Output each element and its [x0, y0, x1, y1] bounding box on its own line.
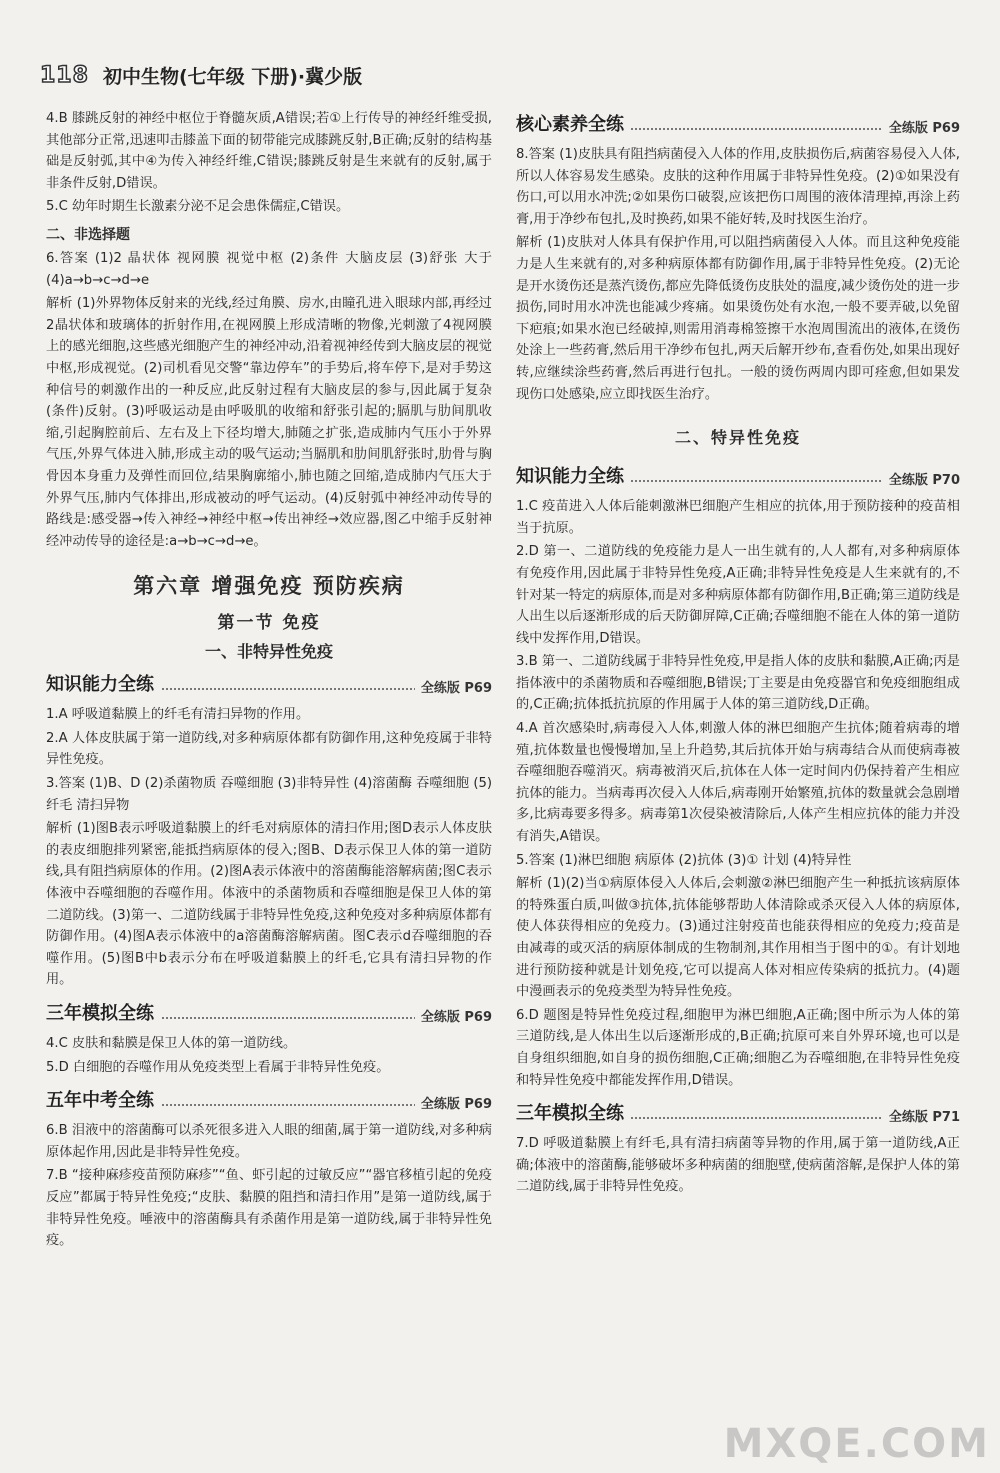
- section-header-knowledge: [46, 670, 492, 698]
- page-header: [40, 62, 362, 89]
- answer-item: 3.答案 (1)B、D (2)杀菌物质 吞噬细胞 (3)非特异性 (4)溶菌酶 吞噬细胞 (5)纤毛 清扫异物: [46, 776, 492, 813]
- section-header-five-year: [46, 1086, 492, 1114]
- answer-item: 2.A 人体皮肤属于第一道防线,对多种病原体都有防御作用,这种免疫属于非特异性免疫。: [46, 730, 492, 768]
- answer-item: 1.A 呼吸道黏膜上的纤毛有清扫异物的作用。: [46, 707, 310, 723]
- page-number: 118: [40, 63, 89, 88]
- section-name: 三年模拟全练: [516, 1099, 630, 1125]
- answer-item: 8.答案 (1)皮肤具有阻挡病菌侵入人体的作用,皮肤损伤后,病菌容易侵入人体,所以人体容易发生感染。皮肤的这种作用属于非特异性免疫。(2)①如果没有伤口,可以用水冲洗;②如果伤口破裂,应该把伤口周围的液体清理掉,再涂上药膏,用于净纱布包扎,及时换药,如果不能好转,及时找医生治疗。: [516, 147, 960, 227]
- answer-item: 2.D 第一、二道防线的免疫能力是人一出生就有的,人人都有,对多种病原体有免疫作用,因此属于非特异性免疫,A正确;非特异性免疫是人生来就有的,不针对某一特定的病原体,而是对多种病原体都有防御作用,B正确;第三道防线是人出生以后逐渐形成的后天防御屏障,C正确;吞噬细胞不能在人体的第一道防线中发挥作用,D错误。: [516, 544, 960, 646]
- answer-item: 5.D 白细胞的吞噬作用从免疫类型上看属于非特异性免疫。: [46, 1059, 390, 1075]
- section-name: 核心素养全练: [516, 110, 630, 136]
- section-ref: 全练版 P69: [883, 117, 960, 136]
- answer-item: 6.B 泪液中的溶菌酶可以杀死很多进入人眼的细菌,属于第一道防线,对多种病原体起作用,因此是非特异性免疫。: [46, 1123, 492, 1160]
- section-ref: 全练版 P71: [883, 1106, 960, 1125]
- answer-item: 4.B 膝跳反射的神经中枢位于脊髓灰质,A错误;若①上行传导的神经纤维受损,其他部分正常,迅速叩击膝盖下面的韧带能完成膝跳反射,B正确;反射的结构基础是反射弧,其中④为传入神经纤维,C错误;膝跳反射是生来就有的反射,属于非条件反射,D错误。: [46, 111, 492, 191]
- right-column: [516, 108, 960, 1200]
- watermark: MXQE.COM: [723, 1421, 990, 1467]
- explanation-item: 解析 (1)(2)当①病原体侵入人体后,会刺激②淋巴细胞产生一种抵抗该病原体的特殊蛋白质,叫做③抗体,抗体能够帮助人体清除或杀灭侵入人体的病原体,使人体获得相应的免疫力。(3)通过注射疫苗也能获得相应的免疫力;疫苗是由减毒的或灭活的病原体制成的生物制剂,其作用相当于图中的①。有计划地进行预防接种就是计划免疫,它可以提高人体对相应传染病的抵抗力。(4)题中漫画表示的免疫类型为特异性免疫。: [516, 876, 960, 1000]
- section-ref: 全练版 P70: [883, 469, 960, 488]
- explanation-item: 解析 (1)外界物体反射来的光线,经过角膜、房水,由瞳孔进入眼球内部,再经过2晶状体和玻璃体的折射作用,在视网膜上形成清晰的物像,光刺激了4视网膜上的感光细胞,这些感光细胞产生的神经冲动,沿着视神经传到大脑皮层的视觉中枢,形成视觉。(2)司机看见交警“靠边停车”的手势后,将车停下,是对手势这种信号的刺激作出的一种反应,此反射过程有大脑皮层的参与,因此属于复杂(条件)反射。(3)呼吸运动是由呼吸肌的收缩和舒张引起的;膈肌与肋间肌收缩,引起胸腔前后、左右及上下径均增大,肺随之扩张,造成肺内气压小于外界气压,外界气体进入肺,形成主动的吸气运动;当膈肌和肋间肌舒张时,肋骨与胸骨因本身重力及弹性而回位,结果胸廓缩小,肺也随之回缩,造成肺内气压大于外界气压,肺内气体排出,形成被动的呼气运动。(4)反射弧中神经冲动传导的路线是:感受器→传入神经→神经中枢→传出神经→效应器,图乙中缩手反射神经冲动传导的途径是:a→b→c→d→e。: [46, 296, 492, 549]
- answer-item: 5.答案 (1)淋巴细胞 病原体 (2)抗体 (3)① 计划 (4)特异性: [516, 852, 852, 868]
- section-header-three-year: [46, 999, 492, 1027]
- answer-item: 7.D 呼吸道黏膜上有纤毛,具有清扫病菌等异物的作用,属于第一道防线,A正确;体液中的溶菌酶,能够破坏多种病菌的细胞壁,使病菌溶解,是保护人体的第二道防线,属于非特异性免疫。: [516, 1136, 960, 1195]
- section-header-three-year: [516, 1099, 960, 1127]
- book-title: 初中生物(七年级 下册)·冀少版: [102, 66, 363, 88]
- section-header-core: [516, 110, 960, 138]
- section-ref: 全练版 P69: [415, 677, 492, 696]
- section-name: 知识能力全练: [46, 670, 160, 696]
- answer-item: 4.C 皮肤和黏膜是保卫人体的第一道防线。: [46, 1036, 297, 1051]
- answer-item: 1.C 疫苗进入人体后能刺激淋巴细胞产生相应的抗体,用于预防接种的疫苗相当于抗原。: [516, 499, 960, 536]
- section-ref: 全练版 P69: [415, 1093, 492, 1112]
- chapter-title: 第六章 增强免疫 预防疾病: [133, 574, 405, 599]
- section-name: 知识能力全练: [516, 462, 630, 488]
- answer-item: 3.B 第一、二道防线属于非特异性免疫,甲是指人体的皮肤和黏膜,A正确;丙是指体液中的杀菌物质和吞噬细胞,B错误;丁主要是由免疫器官和免疫细胞组成的,C正确;抗体抵抗抗原的作用属于人体的第三道防线,D正确。: [516, 654, 960, 713]
- answer-item: 6.D 题图是特异性免疫过程,细胞甲为淋巴细胞,A正确;图中所示为人体的第三道防线,是人体出生以后逐渐形成的,B正确;抗原可来自外界环境,也可以是自身组织细胞,如自身的损伤细胞,C正确;细胞乙为吞噬细胞,在非特异性免疫和特异性免疫中都能发挥作用,D错误。: [516, 1007, 960, 1088]
- lesson-title: 二、特异性免疫: [674, 428, 801, 448]
- subheading-nonselect: 二、非选择题: [46, 226, 130, 243]
- section-header-knowledge: [516, 462, 960, 490]
- explanation-item: 解析 (1)图B表示呼吸道黏膜上的纤毛对病原体的清扫作用;图D表示人体皮肤的表皮细胞排列紧密,能抵挡病原体的侵入;图B、D表示保卫人体的第一道防线,具有阻挡病原体的作用。(2)图A表示体液中的溶菌酶能溶解病菌;图C表示体液中吞噬细胞的吞噬作用。体液中的杀菌物质和吞噬细胞是保卫人体的第二道防线。(3)第一、二道防线属于非特异性免疫,这种免疫对多种病原体都有防御作用。(4)图A表示体液中的a溶菌酶溶解病菌。图C表示d吞噬细胞的吞噬作用。(5)图B中b表示分布在呼吸道黏膜上的纤毛,它具有清扫异物的作用。: [46, 821, 492, 988]
- section-ref: 全练版 P69: [415, 1006, 492, 1025]
- explanation-item: 解析 (1)皮肤对人体具有保护作用,可以阻挡病菌侵入人体。而且这种免疫能力是人生来就有的,对多种病原体都有防御作用,属于非特异性免疫。(2)无论是开水烫伤还是蒸汽烫伤,都应先降低烫伤皮肤处的温度,减少烫伤处的进一步损伤,同时用水冲洗也能减少疼痛。如果烫伤处有水泡,一般不要弄破,以免留下疤痕;如果水泡已经破掉,则需用消毒棉签擦干水泡周围流出的液体,在烫伤处涂上一些药膏,然后用干净纱布包扎,两天后解开纱布,查看伤处,如果出现好转,应继续涂些药膏,然后再进行包扎。一般的烫伤两周内即可痊愈,但如果发现伤口处感染,应立即找医生治疗。: [516, 235, 960, 402]
- section-name: 五年中考全练: [46, 1086, 160, 1112]
- section-title: 第一节 免疫: [217, 613, 321, 634]
- answer-item: 7.B “接种麻疹疫苗预防麻疹”“鱼、虾引起的过敏反应”“器官移植引起的免疫反应”都属于特异性免疫;“皮肤、黏膜的阻挡和清扫作用”是第一道防线,属于非特异性免疫。唾液中的溶菌酶具有杀菌作用是第一道防线,属于非特异性免疫。: [46, 1168, 492, 1249]
- section-name: 三年模拟全练: [46, 999, 160, 1025]
- left-column: [46, 108, 492, 1254]
- answer-item: 5.C 幼年时期生长激素分泌不足会患侏儒症,C错误。: [46, 199, 350, 215]
- answer-item: 6.答案 (1)2 晶状体 视网膜 视觉中枢 (2)条件 大脑皮层 (3)舒张 大于 (4)a→b→c→d→e: [46, 250, 492, 288]
- lesson-title: 一、非特异性免疫: [204, 642, 333, 662]
- answer-item: 4.A 首次感染时,病毒侵入人体,刺激人体的淋巴细胞产生抗体;随着病毒的增殖,抗体数量也慢慢增加,呈上升趋势,其后抗体开始与病毒结合从而使病毒被吞噬细胞吞噬消灭。病毒被消灭后,抗体在人体一定时间内仍保持着产生相应抗体的能力。当病毒再次侵入人体后,病毒刚开始繁殖,抗体的数量就会急剧增多,比病毒要多得多。病毒第1次侵染被清除后,人体产生相应抗体的能力并没有消失,A错误。: [516, 721, 960, 845]
